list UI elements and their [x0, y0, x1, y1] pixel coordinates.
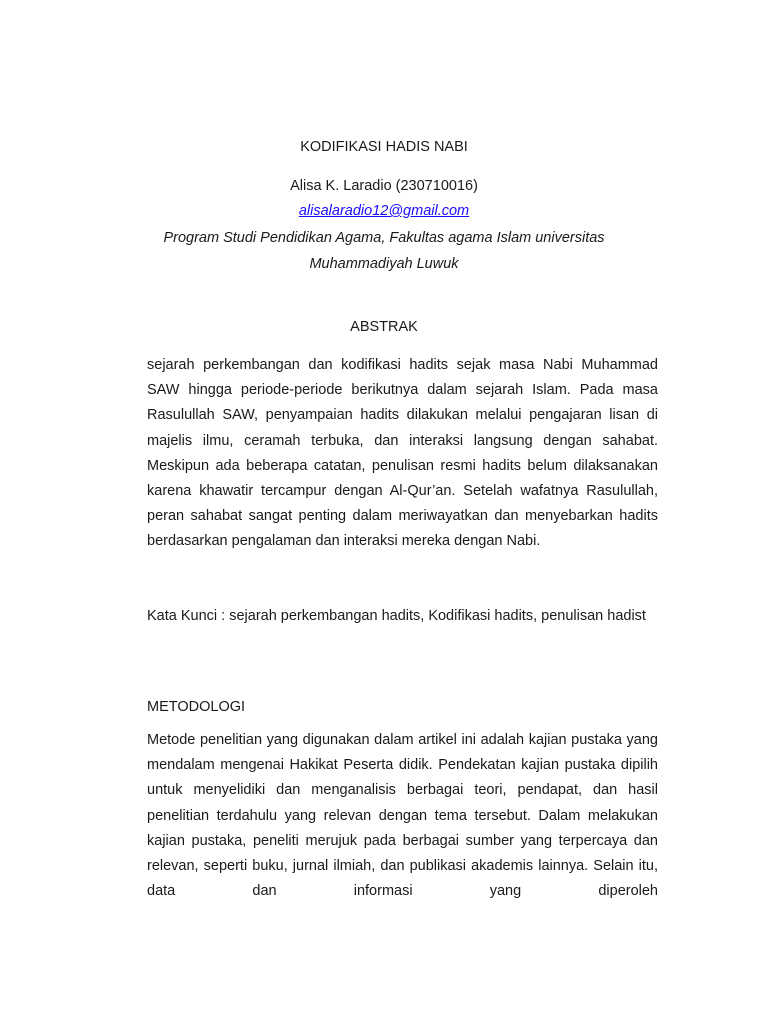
paper-title: KODIFIKASI HADIS NABI [300, 139, 468, 155]
abstract-heading: ABSTRAK [350, 319, 418, 335]
keywords-text: Kata Kunci : sejarah perkembangan hadits, Kodifikasi hadits, penulisan hadist [147, 608, 646, 624]
author-affiliation [0, 226, 768, 277]
author-email-link[interactable]: alisalaradio12@gmail.com [298, 203, 470, 219]
affiliation-text: Program Studi Pendidikan Agama, Fakultas agama Islam universitas Muhammadiyah Luwuk [163, 230, 605, 272]
author-line: Alisa K. Laradio (230710016) [290, 178, 478, 194]
abstract-text: sejarah perkembangan dan kodifikasi hadits sejak masa Nabi Muhammad SAW hingga periode-periode berikutnya dalam sejarah Islam. Pada masa Rasulullah SAW, penyampaian hadits dilakukan melalui pengajaran lisan di majelis ilmu, ceramah terbuka, dan interaksi langsung dengan sahabat. Meskipun ada beberapa catatan, penulisan resmi hadits belum dilaksanakan karena khawatir tercampur dengan Al-Qur’an. Setelah wafatnya Rasulullah, peran sahabat sangat penting dalam meriwayatkan dan menyebarkan hadits berdasarkan pengalaman dan interaksi mereka dengan Nabi. [147, 357, 658, 550]
methodology-text: Metode penelitian yang digunakan dalam artikel ini adalah kajian pustaka yang mendalam mengenai Hakikat Peserta didik. Pendekatan kajian pustaka dipilih untuk menyelidiki dan menganalisis berbagai teori, pendapat, dan hasil penelitian terdahulu yang relevan dengan tema tersebut. Dalam melakukan kajian pustaka, peneliti merujuk pada berbagai sumber yang terpercaya dan relevan, seperti buku, jurnal ilmiah, dan publikasi akademis lainnya. Selain itu, data dan informasi yang diperoleh [147, 732, 658, 900]
methodology-heading: METODOLOGI [147, 699, 246, 715]
